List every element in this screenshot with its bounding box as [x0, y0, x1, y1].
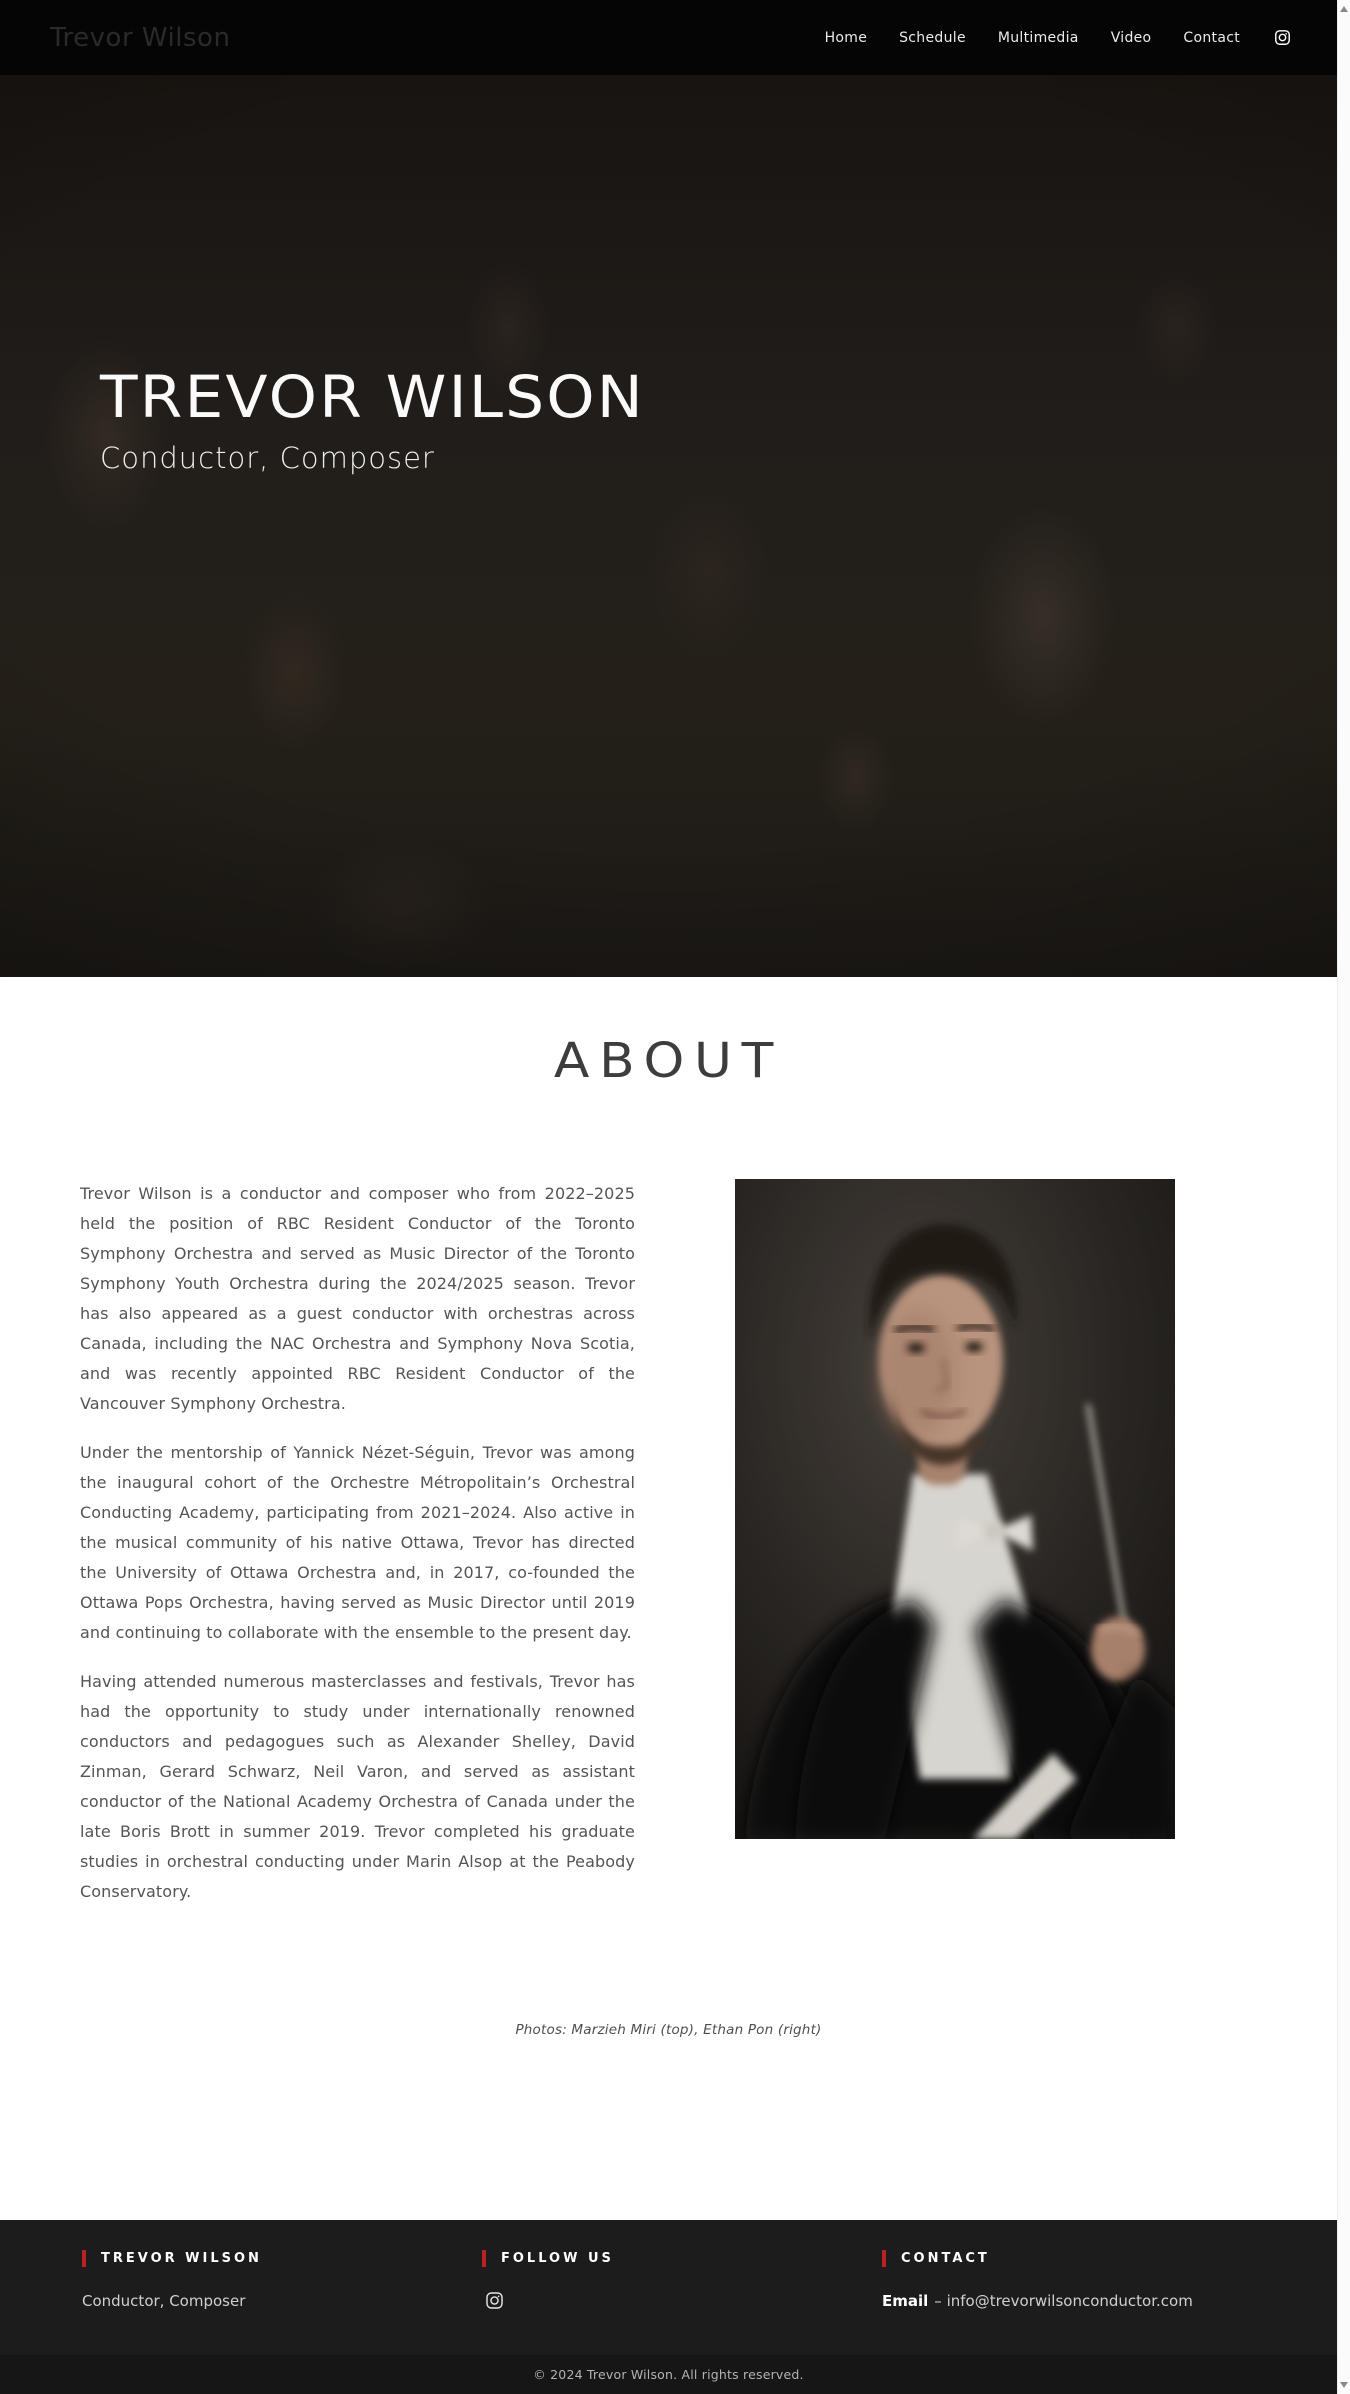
portrait-photo — [735, 1179, 1175, 1839]
red-accent-bar — [482, 2250, 486, 2267]
nav-link-schedule[interactable]: Schedule — [899, 29, 966, 46]
bio-text-column — [80, 1179, 635, 1926]
footer-brand-header — [82, 2250, 482, 2267]
email-address[interactable]: – info@trevorwilsonconductor.com — [934, 2292, 1193, 2310]
about-heading: ABOUT — [553, 1033, 784, 1089]
footer-contact-title: CONTACT — [901, 2251, 990, 2266]
nav-link-contact[interactable]: Contact — [1183, 29, 1240, 46]
scrollbar-up-arrow[interactable] — [1340, 6, 1348, 12]
top-nav — [0, 0, 1337, 75]
footer-follow-title: FOLLOW US — [501, 2251, 614, 2266]
bottom-bar — [0, 2355, 1337, 2394]
bio-paragraph-1: Trevor Wilson is a conductor and composer who from 2022–2025 held the position of RBC Resident Conductor of the Toronto Symphony Orchestra and served as Music Director of the Toronto Symphony Youth Orchestra during the 2024/2025 season. Trevor has also appeared as a guest conductor with orchestras across Canada, including the NAC Orchestra and Symphony Nova Scotia, and was recently appointed RBC Resident Conductor of the Vancouver Symphony Orchestra. — [80, 1184, 635, 1413]
photo-credit: Photos: Marzieh Miri (top), Ethan Pon (right) — [515, 2022, 822, 2038]
nav-link-home[interactable]: Home — [824, 29, 868, 46]
nav-link-video[interactable]: Video — [1110, 29, 1152, 46]
about-section — [0, 977, 1337, 2220]
hero-subtitle: Conductor, Composer — [100, 441, 435, 475]
footer-col-brand — [82, 2250, 482, 2355]
footer-brand-title: TREVOR WILSON — [101, 2251, 262, 2266]
bio-paragraph-3: Having attended numerous masterclasses and festivals, Trevor has had the opportunity to study under internationally renowned conductors and pedagogues such as Alexander Shelley, David Zinman, Gerard Schwarz, Neil Varon, and served as assistant conductor of the National Academy Orchestra of Canada under the late Boris Brott in summer 2019. Trevor completed his graduate studies in orchestral conducting under Marin Alsop at the Peabody Conservatory. — [80, 1672, 635, 1901]
footer-brand-subtitle: Conductor, Composer — [82, 2292, 246, 2310]
footer-col-follow — [482, 2250, 882, 2355]
scrollbar-down-arrow[interactable] — [1340, 2382, 1348, 2388]
instagram-icon[interactable] — [1274, 29, 1291, 46]
site-logo[interactable]: Trevor Wilson — [50, 22, 231, 53]
copyright-text: © 2024 Trevor Wilson. All rights reserved. — [533, 2367, 804, 2382]
about-content-row — [80, 1179, 1175, 1926]
nav-link-multimedia[interactable]: Multimedia — [997, 29, 1079, 46]
hero-section — [0, 75, 1337, 977]
instagram-icon[interactable] — [485, 2291, 504, 2310]
red-accent-bar — [882, 2250, 886, 2267]
footer-follow-header — [482, 2250, 882, 2267]
scrollbar[interactable] — [1337, 0, 1350, 2394]
portrait-image — [735, 1179, 1175, 1839]
footer — [0, 2220, 1337, 2355]
footer-col-contact — [882, 2250, 1282, 2355]
email-label: Email — [882, 2292, 929, 2310]
bio-paragraph-2: Under the mentorship of Yannick Nézet-Séguin, Trevor was among the inaugural cohort of the Orchestre Métropolitain’s Orchestral Conducting Academy, participating from 2021–2024. Also active in the musical community of his native Ottawa, Trevor has directed the University of Ottawa Orchestra and, in 2017, co-founded the Ottawa Pops Orchestra, having served as Music Director until 2019 and continuing to collaborate with the ensemble to the present day. — [80, 1443, 635, 1642]
red-accent-bar — [82, 2250, 86, 2267]
footer-contact-header — [882, 2250, 1282, 2267]
nav-menu — [825, 29, 1291, 46]
hero-title: TREVOR WILSON — [100, 363, 645, 431]
hero-text-block — [100, 363, 645, 475]
